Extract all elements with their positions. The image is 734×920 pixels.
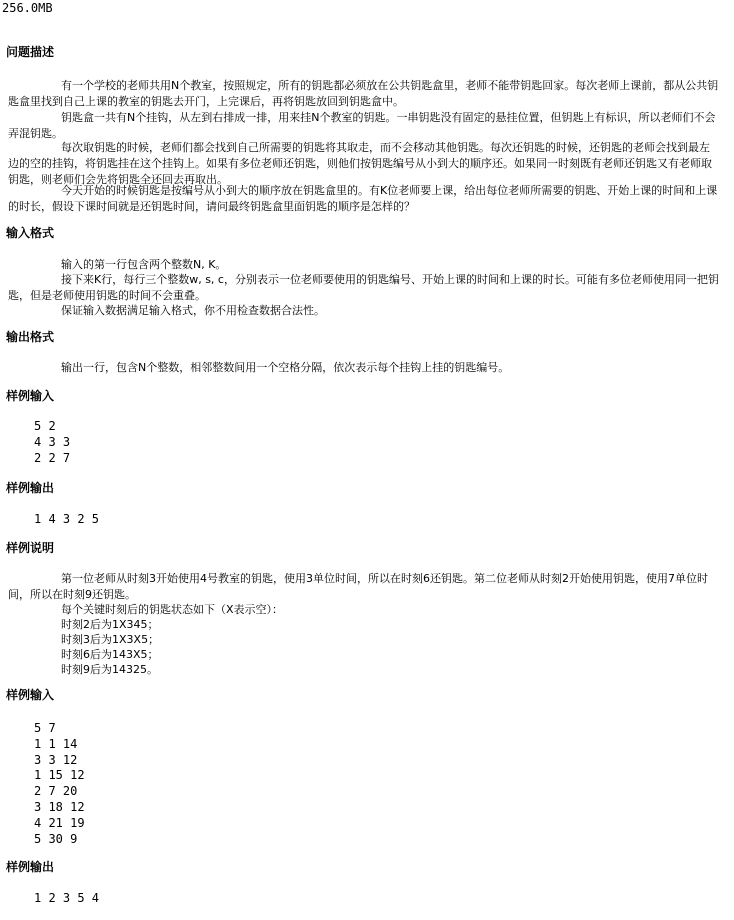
sample2-input-line: 5 7 [34, 721, 56, 735]
sample1-input-heading: 样例输入 [6, 389, 55, 403]
sample-explanation-line: 时刻3后为1X3X5； [61, 633, 160, 646]
sample1-output-line: 1 4 3 2 5 [34, 512, 100, 526]
problem-heading: 问题描述 [6, 45, 55, 59]
sample-explanation-line: 时刻6后为143X5； [61, 648, 159, 661]
problem-paragraph-2: 钥匙盒一共有N个挂钩，从左到右排成一排，用来挂N个教室的钥匙。一串钥匙没有固定的悬挂位置，但钥匙上有标识，所以老师们不会弄混钥匙。 [8, 111, 716, 140]
sample2-input-line: 4 21 19 [34, 816, 85, 830]
sample2-output-heading: 样例输出 [6, 860, 55, 874]
sample-explanation-heading: 样例说明 [6, 541, 55, 555]
output-format-paragraph: 输出一行，包含N个整数，相邻整数间用一个空格分隔，依次表示每个挂钩上挂的钥匙编号。 [61, 361, 510, 374]
memory-limit: 256.0MB [2, 1, 53, 15]
input-format-heading: 输入格式 [6, 226, 55, 240]
sample-explanation-line: 时刻9后为14325。 [61, 663, 158, 676]
sample2-input-line: 3 18 12 [34, 800, 85, 814]
problem-paragraph-1: 有一个学校的老师共用N个教室，按照规定，所有的钥匙都必须放在公共钥匙盒里，老师不能带钥匙回家。每次老师上课前，都从公共钥匙盒里找到自己上课的教室的钥匙去开门，上完课后，再将钥匙放回到钥匙盒中。 [8, 79, 719, 108]
sample2-input-line: 3 3 12 [34, 753, 78, 767]
sample1-input-line: 2 2 7 [34, 451, 71, 465]
sample1-output-heading: 样例输出 [6, 481, 55, 495]
sample2-input-line: 2 7 20 [34, 784, 78, 798]
sample2-input-line: 1 15 12 [34, 768, 85, 782]
input-format-paragraph-1: 输入的第一行包含两个整数N, K。 [61, 258, 227, 271]
input-format-paragraph-3: 保证输入数据满足输入格式，你不用检查数据合法性。 [61, 304, 325, 317]
sample2-input-line: 1 1 14 [34, 737, 78, 751]
sample1-input-line: 4 3 3 [34, 435, 71, 449]
sample-explanation-line: 每个关键时刻后的钥匙状态如下（X表示空）： [61, 603, 284, 616]
input-format-paragraph-2: 接下来K行，每行三个整数w, s, c，分别表示一位老师要使用的钥匙编号、开始上课的时间和上课的时长。可能有多位老师使用同一把钥匙，但是老师使用钥匙的时间不会重叠。 [8, 273, 719, 302]
sample2-input-heading: 样例输入 [6, 688, 55, 702]
problem-paragraph-3: 每次取钥匙的时候，老师们都会找到自己所需要的钥匙将其取走，而不会移动其他钥匙。每次还钥匙的时候，还钥匙的老师会找到最左边的空的挂钩，将钥匙挂在这个挂钩上。如果有多位老师还钥匙，则他们按钥匙编号从小到大的顺序还。如果同一时刻既有老师还钥匙又有老师取钥匙，则老师们会先将钥匙全还回去再取出。 [8, 141, 712, 186]
sample-explanation-line: 时刻2后为1X345； [61, 618, 159, 631]
output-format-heading: 输出格式 [6, 330, 55, 344]
sample2-input-line: 5 30 9 [34, 832, 78, 846]
sample-explanation-paragraph: 第一位老师从时刻3开始使用4号教室的钥匙，使用3单位时间，所以在时刻6还钥匙。第二位老师从时刻2开始使用钥匙，使用7单位时间，所以在时刻9还钥匙。 [8, 572, 708, 601]
problem-paragraph-4: 今天开始的时候钥匙是按编号从小到大的顺序放在钥匙盒里的。有K位老师要上课，给出每位老师所需要的钥匙、开始上课的时间和上课的时长，假设下课时间就是还钥匙时间，请问最终钥匙盒里面钥匙的顺序是怎样的？ [8, 184, 718, 213]
sample1-input-line: 5 2 [34, 419, 56, 433]
sample2-output-line: 1 2 3 5 4 [34, 891, 100, 905]
